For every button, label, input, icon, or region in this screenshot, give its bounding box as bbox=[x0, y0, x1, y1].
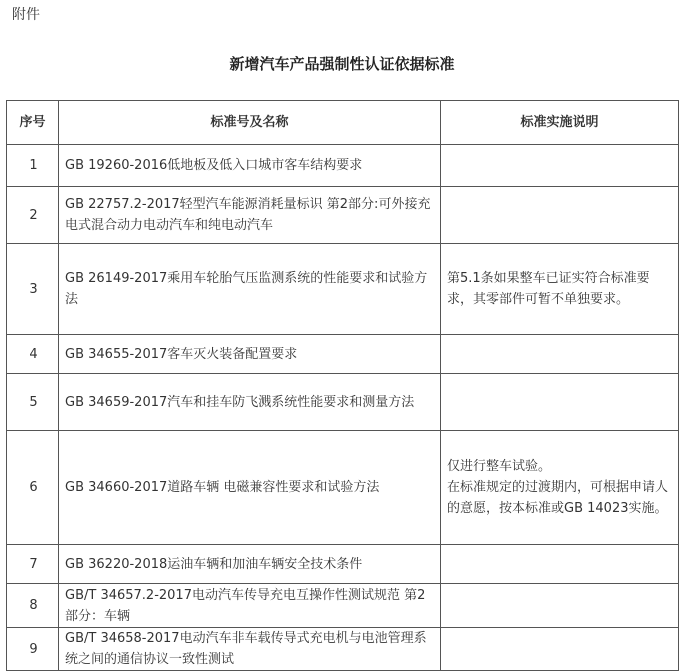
document-title: 新增汽车产品强制性认证依据标准 bbox=[229, 55, 455, 73]
attachment-label: 附件 bbox=[12, 7, 40, 23]
standard-name: GB/T 34657.2-2017电动汽车传导充电互操作性测试规范 第2部分：车辆 bbox=[59, 584, 441, 628]
row-number: 3 bbox=[7, 244, 59, 335]
table-row bbox=[7, 374, 679, 431]
implementation-note bbox=[441, 145, 679, 187]
implementation-note bbox=[441, 431, 679, 545]
table-row bbox=[7, 187, 679, 244]
implementation-note bbox=[441, 628, 679, 671]
row-number: 1 bbox=[7, 145, 59, 187]
header-standard-name: 标准号及名称 bbox=[59, 101, 441, 145]
table-row bbox=[7, 584, 679, 628]
row-number: 6 bbox=[7, 431, 59, 545]
row-number: 8 bbox=[7, 584, 59, 628]
standard-name: GB/T 34658-2017电动汽车非车载传导式充电机与电池管理系统之间的通信协议一致性测试 bbox=[59, 628, 441, 671]
note-line: 仅进行整车试验。 bbox=[447, 459, 552, 474]
standards-table bbox=[6, 100, 679, 671]
table-row bbox=[7, 545, 679, 584]
table-row bbox=[7, 628, 679, 671]
standard-name: GB 19260-2016低地板及低入口城市客车结构要求 bbox=[59, 145, 441, 187]
implementation-note bbox=[441, 187, 679, 244]
note-line: 在标准规定的过渡期内，可根据申请人的意愿，按本标准或GB 14023实施。 bbox=[447, 480, 669, 516]
standard-name: GB 34659-2017汽车和挂车防飞溅系统性能要求和测量方法 bbox=[59, 374, 441, 431]
header-implementation-note: 标准实施说明 bbox=[441, 101, 679, 145]
table-row bbox=[7, 244, 679, 335]
implementation-note bbox=[441, 584, 679, 628]
table-header-row bbox=[7, 101, 679, 145]
row-number: 4 bbox=[7, 335, 59, 374]
standard-name: GB 36220-2018运油车辆和加油车辆安全技术条件 bbox=[59, 545, 441, 584]
standard-name: GB 22757.2-2017轻型汽车能源消耗量标识 第2部分:可外接充电式混合动力电动汽车和纯电动汽车 bbox=[59, 187, 441, 244]
row-number: 9 bbox=[7, 628, 59, 671]
table-row bbox=[7, 145, 679, 187]
row-number: 2 bbox=[7, 187, 59, 244]
row-number: 7 bbox=[7, 545, 59, 584]
header-serial-number: 序号 bbox=[7, 101, 59, 145]
implementation-note bbox=[441, 335, 679, 374]
table-row bbox=[7, 335, 679, 374]
implementation-note bbox=[441, 244, 679, 335]
note-line: 第5.1条如果整车已证实符合标准要求，其零部件可暂不单独要求。 bbox=[447, 271, 650, 307]
row-number: 5 bbox=[7, 374, 59, 431]
table-row bbox=[7, 431, 679, 545]
implementation-note bbox=[441, 545, 679, 584]
standard-name: GB 34655-2017客车灭火装备配置要求 bbox=[59, 335, 441, 374]
standard-name: GB 26149-2017乘用车轮胎气压监测系统的性能要求和试验方法 bbox=[59, 244, 441, 335]
implementation-note bbox=[441, 374, 679, 431]
standard-name: GB 34660-2017道路车辆 电磁兼容性要求和试验方法 bbox=[59, 431, 441, 545]
